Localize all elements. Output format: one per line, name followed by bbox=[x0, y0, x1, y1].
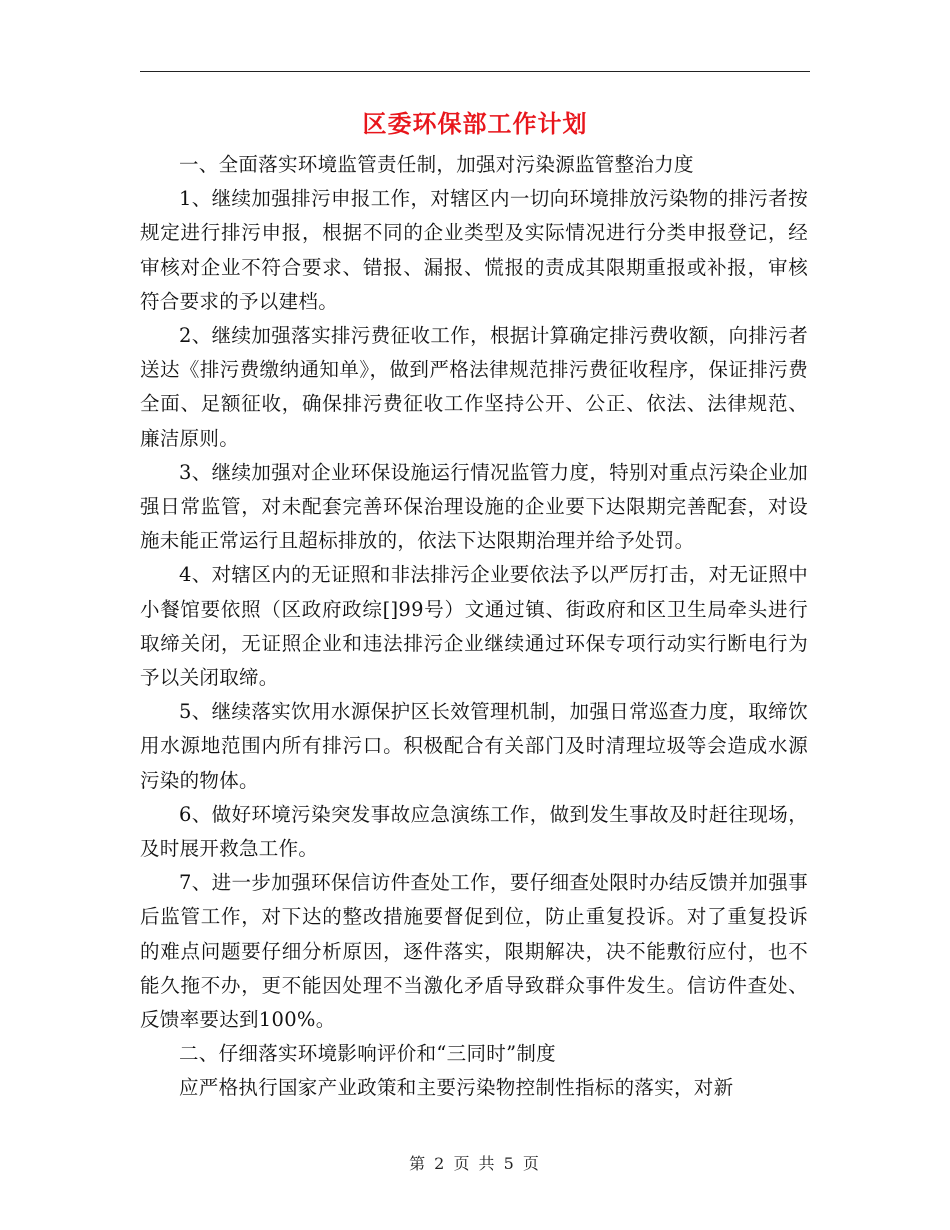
paragraph-item-3: 3、继续加强对企业环保设施运行情况监管力度，特别对重点污染企业加强日常监管，对未配套完善环保治理设施的企业要下达限期完善配套，对设施未能正常运行且超标排放的，依法下达限期治理并给予处罚。 bbox=[140, 460, 808, 553]
paragraph-item-4: 4、对辖区内的无证照和非法排污企业要依法予以严厉打击，对无证照中小餐馆要依照（区政府政综[]99号）文通过镇、街政府和区卫生局牵头进行取缔关闭，无证照企业和违法排污企业继续通过环保专项行动实行断电行为予以关闭取缔。 bbox=[140, 563, 808, 690]
section-heading-2: 二、仔细落实环境影响评价和“三同时”制度 bbox=[179, 1042, 556, 1066]
paragraph-item-6: 6、做好环境污染突发事故应急演练工作，做到发生事故及时赶往现场，及时展开救急工作。 bbox=[140, 802, 808, 861]
paragraph-continued: 应严格执行国家产业政策和主要污染物控制性指标的落实，对新 bbox=[179, 1076, 734, 1100]
paragraph-item-7: 7、进一步加强环保信访件查处工作，要仔细查处限时办结反馈并加强事后监管工作，对下达的整改措施要督促到位，防止重复投诉。对了重复投诉的难点问题要仔细分析原因，逐件落实，限期解决，决不能敷衍应付，也不能久拖不办，更不能因处理不当激化矛盾导致群众事件发生。信访件查处、反馈率要达到100%。 bbox=[140, 871, 808, 1032]
paragraph-item-2: 2、继续加强落实排污费征收工作，根据计算确定排污费收额，向排污者送达《排污费缴纳通知单》，做到严格法律规范排污费征收程序，保证排污费全面、足额征收，确保排污费征收工作坚持公开、公正、依法、法律规范、廉洁原则。 bbox=[140, 324, 808, 450]
paragraph-item-5: 5、继续落实饮用水源保护区长效管理机制，加强日常巡查力度，取缔饮用水源地范围内所有排污口。积极配合有关部门及时清理垃圾等会造成水源污染的物体。 bbox=[140, 700, 808, 792]
document-title: 区委环保部工作计划 bbox=[362, 110, 588, 138]
section-heading-1: 一、全面落实环境监管责任制，加强对污染源监管整治力度 bbox=[179, 153, 694, 176]
document-body bbox=[140, 148, 808, 1106]
page-footer: 第 2 页 共 5 页 bbox=[409, 1154, 541, 1173]
paragraph-item-1: 1、继续加强排污申报工作，对辖区内一切向环境排放污染物的排污者按规定进行排污申报，根据不同的企业类型及实际情况进行分类申报登记，经审核对企业不符合要求、错报、漏报、慌报的责成其限期重报或补报，审核符合要求的予以建档。 bbox=[140, 187, 808, 313]
header-rule bbox=[140, 71, 810, 72]
